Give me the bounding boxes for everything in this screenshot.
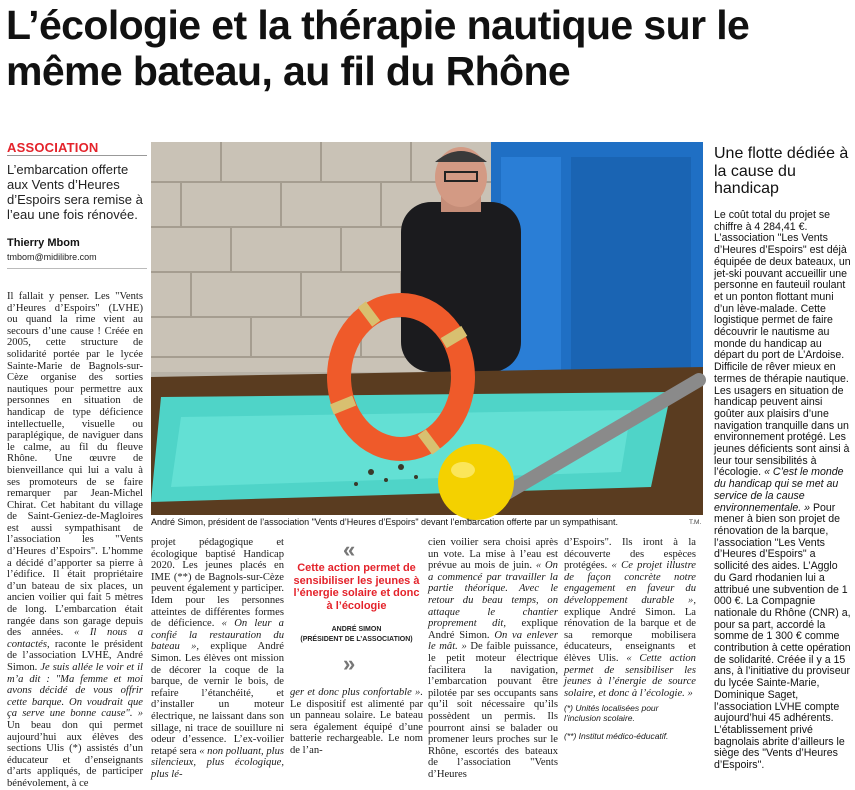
quote-text: « Ce projet illustre de façon concrète notre engagement en faveur du développement durable », bbox=[564, 560, 697, 606]
article-photo bbox=[151, 142, 703, 515]
photo-credit: T.M. bbox=[689, 519, 702, 526]
photo-illustration bbox=[151, 142, 703, 515]
close-quote-icon: » bbox=[343, 651, 356, 676]
quote-text: Je suis allée le voir et il m’a dit : "Ma femme et moi avons décidé de vous offrir cette barque. On voudrait que ça serve une bonne cause". » bbox=[7, 662, 143, 720]
body-text: explique André Simon. La rénovation de la barque et de sa remorque mobilisera éducateurs, enseignants et élèves Ulis. bbox=[564, 606, 696, 664]
body-text: cien voilier sera choisi après un vote. La mise à l’eau est prévue au mois de juin. bbox=[428, 537, 558, 572]
body-text: Il fallait y penser. Les "Vents d’Heures d’Espoirs" (LVHE) ou quand la rime vient au secours d’une cause ! Créée en 2005, cette structure de solidarité portée par le lycée Sainte-Marie de Bagnols-sur-Cèze organise des sorties nautiques pour permettre aux personnes en situation de handicap de type déficience intellectuelle, visuelle ou paraplégique, de naviguer dans le calme, au fil du fleuve Rhône. bbox=[7, 291, 143, 465]
quote-text: « On leur a confié la restauration du bateau », bbox=[151, 618, 284, 653]
author-email: tmbom@midilibre.com bbox=[7, 252, 97, 262]
body-text: d’Espoirs". Ils iront à la découverte des espèces protégées. bbox=[564, 537, 696, 572]
article-column-4 bbox=[428, 537, 558, 780]
body-text: raconte le président de l’association LVHE, André Simon. bbox=[7, 638, 143, 673]
body-text: Le dispositif est alimenté par un panneau solaire. Le bateau sera également équipé d’une batterie rechargeable. Le nom de l’an- bbox=[290, 698, 423, 756]
body-text: explique André Simon. Les élèves ont mission de décorer la coque de la barque, de vernir le bois, de refaire l’étanchéité, et d’installer un moteur électrique, ne laissant dans son sillage, ni trace de souillure ni odeur d’essence. L’ex-voilier retapé sera bbox=[151, 641, 284, 757]
quote-text: On va enlever le mât. » bbox=[428, 629, 558, 653]
footnote: (*) Unités localisées pour l’inclusion scolaire. bbox=[564, 703, 659, 723]
headline: L’écologie et la thérapie nautique sur le même bateau, au fil du Rhône bbox=[6, 2, 750, 94]
article-column-1 bbox=[7, 291, 143, 789]
author-divider bbox=[7, 268, 147, 269]
body-text: Un beau don qui permet aujourd’hui aux élèves des sections Ulis (*) assistés d’un éducateur et d’enseignants d’arts appliqués, de participer bénévolement, à ce bbox=[7, 719, 143, 789]
pull-quote-author: ANDRÉ SIMON bbox=[331, 626, 382, 633]
standfirst: L’embarcation offerte aux Vents d’Heures d’Espoirs sera remise à l’eau une fois rénovée. bbox=[7, 162, 143, 222]
body-text: Une œuvre de bienveillance qui lui a valu à ses promoteurs de se faire remarquer par Jean-Michel Chirat. Cet habitant du village de Saint-Geniez-de-Magloires est aussi sympathisant de l’association les "Vents d’Heures d’Espoirs". L’homme a décidé d’apporter sa pierre à l’édifice. Il était propriétaire d’un bateau de six places, un ancien voilier qui fait 5 mètres de long. L’embarcation était rangée dans son garage depuis des années. bbox=[7, 453, 143, 639]
body-text: explique André Simon. bbox=[428, 618, 558, 641]
sidebar-quote: « C’est le monde du handicap qui se met au service de la cause environnementale. » bbox=[714, 466, 844, 514]
footnote: (**) Institut médico-éducatif. bbox=[564, 731, 669, 741]
footnotes bbox=[564, 703, 696, 749]
sidebar-title: Une flotte dédiée à la cause du handicap bbox=[714, 145, 849, 197]
sidebar-text: Le coût total du projet se chiffre à 4 284,41 €. L’association "Les Vents d’Heures d’Espoirs" est déjà équipée de deux bateaux, un jet-ski pouvant accueillir une personne en fauteuil roulant et un ponton flottant muni d’un lève-malade. Cette logistique permet de faire découvrir le nautisme au monde du handicap au départ du port de L’Ardoise. Difficile de rêver mieux en termes de thérapie nautique. Les usagers en situation de handicap peuvent ainsi goûter aux plaisirs d’une navigation tranquille dans un environnement protégé. Les jeunes déficients sont ainsi à leur tour sensibilités à l’écologie. bbox=[714, 209, 851, 479]
section-kicker: ASSOCIATION bbox=[7, 140, 99, 155]
pull-quote bbox=[290, 537, 423, 679]
pull-quote-text: Cette action permet de sensibiliser les jeunes à l’énergie solaire et donc à l’écologie bbox=[293, 562, 420, 612]
quote-text: « Il nous a contactés, bbox=[7, 627, 143, 650]
article-column-3 bbox=[290, 687, 423, 757]
quote-text: « non polluant, plus silencieux, plus écologique, plus lé- bbox=[151, 745, 284, 780]
quote-text: « On a commencé par travailler la partie théorique. Avec le retour du beau temps, on attaque le chantier proprement dit, bbox=[428, 560, 558, 630]
photo-caption: André Simon, président de l’association "Vents d’Heures d’Espoirs" devant l’embarcation offerte par un sympathisant. bbox=[151, 517, 618, 527]
quote-text: « Cette action permet de sensibiliser les jeunes à l’énergie de source solaire, et donc à l’écologie. » bbox=[564, 652, 696, 699]
body-text: projet pédagogique et écologique baptisé Handicap 2020. Les jeunes placés en IME (**) de Bagnols-sur-Cèze peuvent également y participer. Idem pour les personnes atteintes de différentes formes de déficience. bbox=[151, 537, 284, 630]
sidebar-body bbox=[714, 209, 852, 772]
body-text: De faible puissance, le petit moteur électrique facilitera la navigation, l’embarcation pouvant être pilotée par ses occupants sans qu’il soit nécessaire qu’ils possèdent un permis. Ils pourront ainsi se balader ou promener leurs proches sur le Rhône, escortés des bateaux de l’association "Vents d’Heures bbox=[428, 641, 558, 780]
pull-quote-role: (PRÉSIDENT DE L’ASSOCIATION) bbox=[300, 636, 413, 643]
author-name: Thierry Mbom bbox=[7, 237, 80, 249]
sidebar-text: Pour mener à bien son projet de rénovation de la barque, l’association "Les Vents d’Heures d’Espoirs" a sollicité des aides. L’Agglo du Gard rhodanien lui a attribué une subvention de 1 000 €. La Compagnie nationale du Rhône (CNR) a, pour sa part, accordé la somme de 1 300 € comme contribution à cette opération de solidarité. Créée il y a 15 ans, à l’initiative du proviseur du lycée Sainte-Marie, Dominique Saget, l’association LVHE compte aujourd’hui 45 adhérents. L’établissement privé bagnolais abrite d’ailleurs le siège des "Vents d’Heures d’Espoirs". bbox=[714, 501, 851, 772]
article-column-5 bbox=[564, 537, 696, 697]
quote-text: ger et donc plus confortable ». bbox=[290, 687, 423, 698]
kicker-divider bbox=[7, 155, 147, 156]
article-column-2 bbox=[151, 537, 284, 780]
open-quote-icon: « bbox=[343, 537, 356, 562]
